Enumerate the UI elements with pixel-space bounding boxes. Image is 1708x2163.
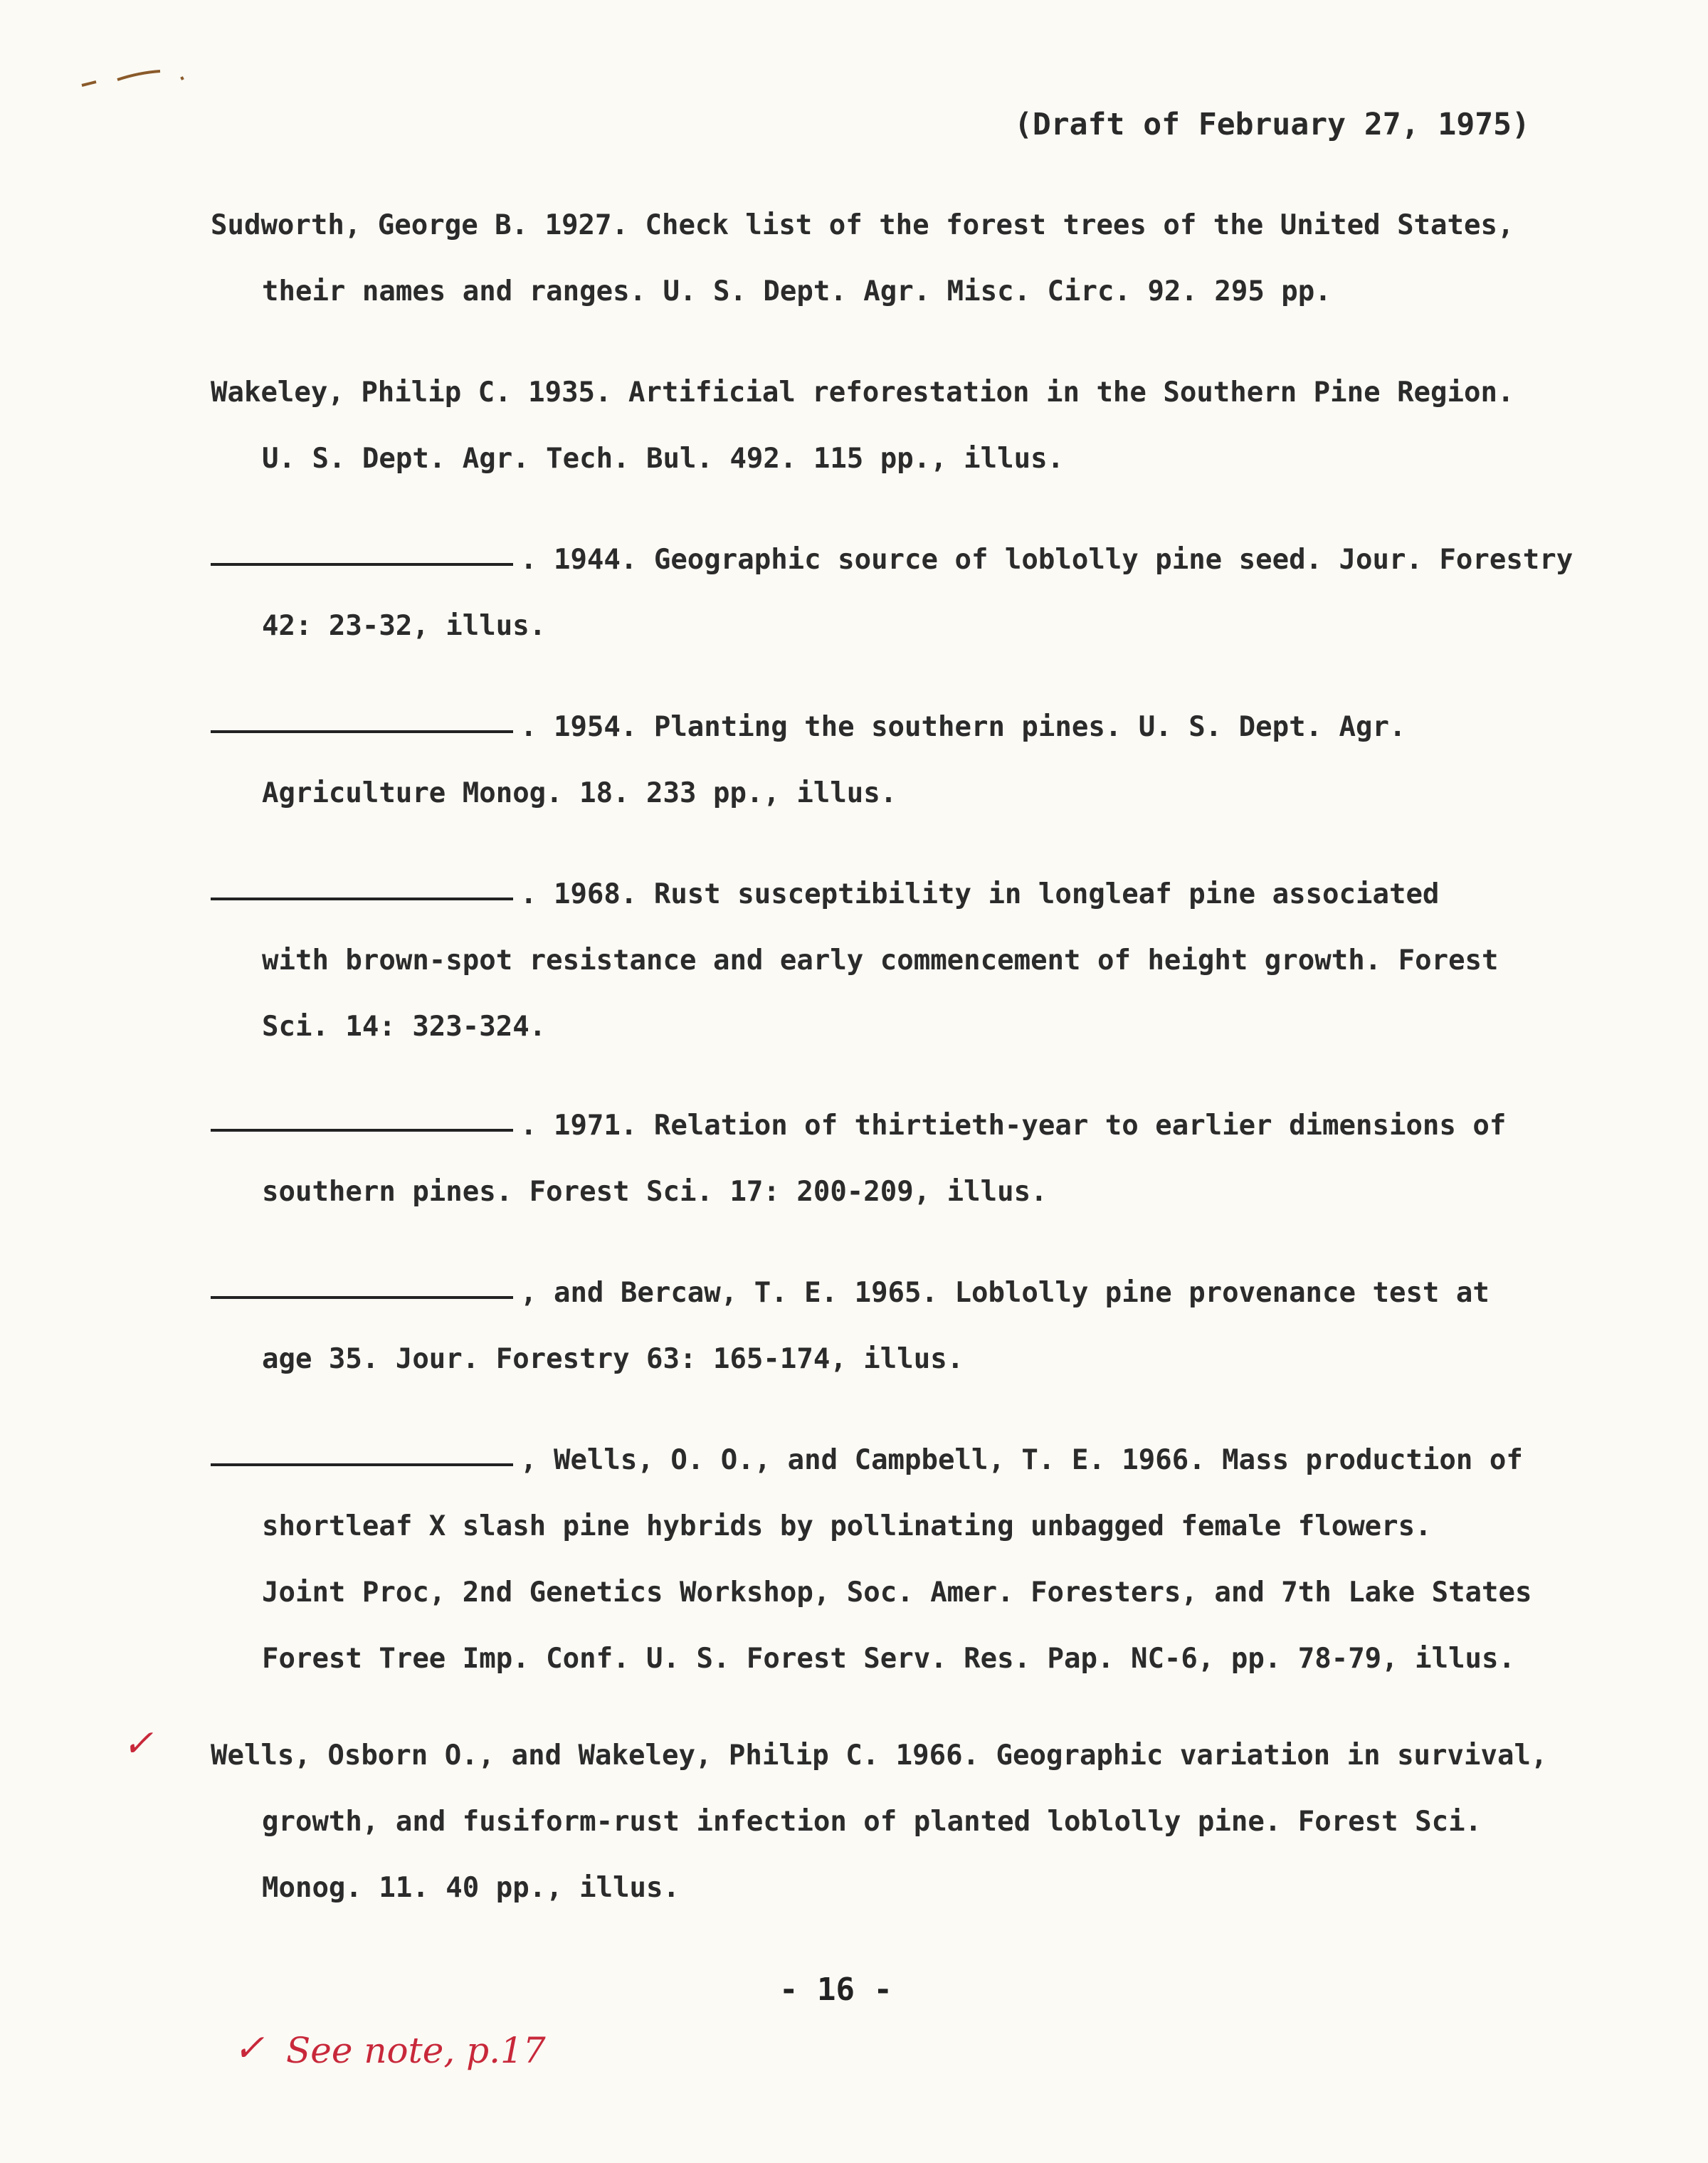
note-check-icon: ✓ bbox=[233, 2027, 265, 2070]
reference-line: . 1971. Relation of thirtieth-year to earlier dimensions of bbox=[520, 1110, 1507, 1142]
reference-entry bbox=[211, 527, 1573, 659]
repeated-author-rule bbox=[211, 1296, 513, 1299]
reference-line: Agriculture Monog. 18. 233 pp., illus. bbox=[262, 777, 897, 809]
repeated-author-rule bbox=[211, 730, 513, 733]
reference-line: southern pines. Forest Sci. 17: 200-209, illus. bbox=[262, 1176, 1048, 1208]
reference-entry bbox=[211, 694, 1406, 826]
reference-line: 42: 23-32, illus. bbox=[262, 610, 547, 642]
reference-line: Joint Proc, 2nd Genetics Workshop, Soc. Amer. Foresters, and 7th Lake States bbox=[262, 1577, 1532, 1609]
reference-entry bbox=[211, 1093, 1506, 1225]
reference-line: Sci. 14: 323-324. bbox=[262, 1011, 547, 1043]
draft-date-label: (Draft of February 27, 1975) bbox=[1014, 107, 1530, 142]
reference-line: their names and ranges. U. S. Dept. Agr. Misc. Circ. 92. 295 pp. bbox=[262, 275, 1332, 307]
reference-line: age 35. Jour. Forestry 63: 165-174, illus. bbox=[262, 1343, 964, 1375]
reference-entry bbox=[211, 1722, 1547, 1921]
reference-line: with brown-spot resistance and early commencement of height growth. Forest bbox=[262, 944, 1499, 977]
repeated-author-rule bbox=[211, 1129, 513, 1132]
handwritten-note: See note, p.17 bbox=[286, 2030, 546, 2071]
margin-check-icon: ✓ bbox=[122, 1722, 154, 1765]
reference-line: U. S. Dept. Agr. Tech. Bul. 492. 115 pp., illus. bbox=[262, 443, 1065, 475]
repeated-author-rule bbox=[211, 563, 513, 566]
reference-entry bbox=[211, 1427, 1532, 1692]
reference-line: Forest Tree Imp. Conf. U. S. Forest Serv. Res. Pap. NC-6, pp. 78-79, illus. bbox=[262, 1643, 1515, 1675]
reference-line: growth, and fusiform-rust infection of planted loblolly pine. Forest Sci. bbox=[262, 1806, 1482, 1838]
page-number: - 16 - bbox=[779, 1972, 892, 2008]
reference-line: . 1954. Planting the southern pines. U. S. Dept. Agr. bbox=[520, 711, 1406, 743]
reference-line: shortleaf X slash pine hybrids by pollinating unbagged female flowers. bbox=[262, 1510, 1432, 1542]
reference-line: . 1944. Geographic source of loblolly pine seed. Jour. Forestry bbox=[520, 544, 1573, 576]
reference-entry bbox=[211, 192, 1514, 325]
repeated-author-rule bbox=[211, 1463, 513, 1466]
reference-line: Wells, Osborn O., and Wakeley, Philip C. 1966. Geographic variation in survival, bbox=[211, 1740, 1548, 1772]
ink-smudge-mark bbox=[75, 64, 196, 93]
reference-entry bbox=[211, 1260, 1490, 1392]
reference-line: Monog. 11. 40 pp., illus. bbox=[262, 1872, 680, 1904]
reference-line: , Wells, O. O., and Campbell, T. E. 1966. Mass production of bbox=[520, 1444, 1523, 1476]
reference-line: , and Bercaw, T. E. 1965. Loblolly pine provenance test at bbox=[520, 1277, 1490, 1309]
reference-line: . 1968. Rust susceptibility in longleaf pine associated bbox=[520, 878, 1440, 910]
reference-line: Wakeley, Philip C. 1935. Artificial reforestation in the Southern Pine Region. bbox=[211, 377, 1514, 409]
reference-entry bbox=[211, 861, 1499, 1060]
reference-entry bbox=[211, 359, 1514, 492]
reference-line: Sudworth, George B. 1927. Check list of the forest trees of the United States, bbox=[211, 209, 1514, 241]
repeated-author-rule bbox=[211, 898, 513, 900]
